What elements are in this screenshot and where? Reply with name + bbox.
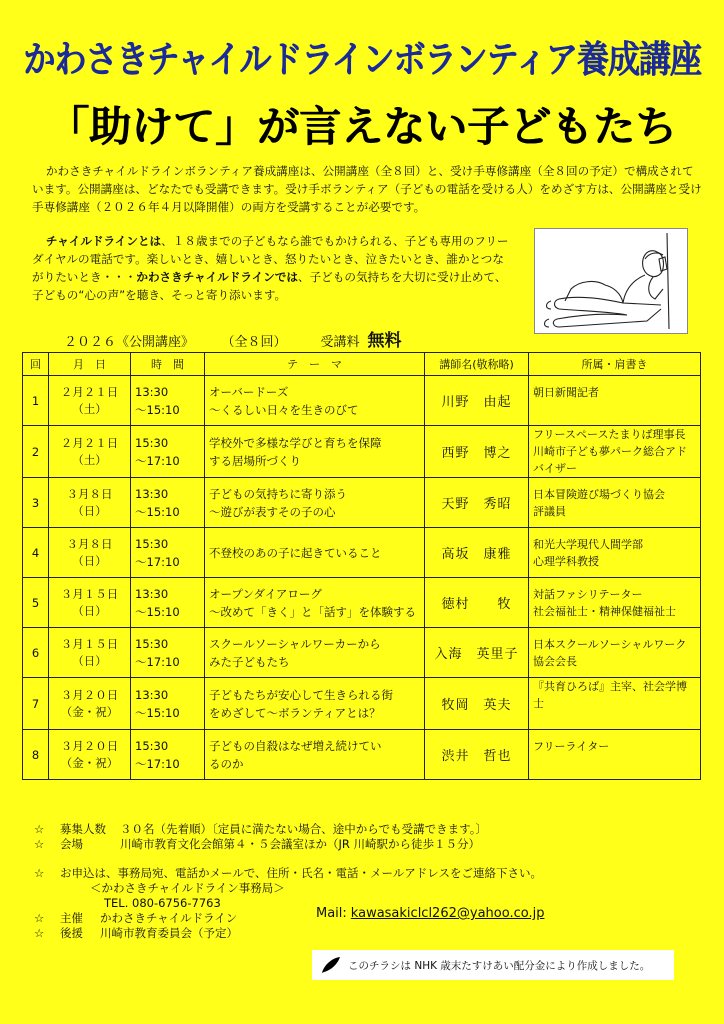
row-time: 15:30 ～17:10	[131, 628, 205, 678]
row-lecturer: 牧岡 英夫	[425, 678, 529, 730]
row-lecturer: 天野 秀昭	[425, 478, 529, 528]
star-icon: ☆	[34, 822, 45, 836]
childline-desc2: 、子どもの気持ちを大切に受け止めて、子どもの“心の声”を聴き、そっと寄り添います。	[32, 270, 507, 302]
row-date: ２月２１日 （土）	[49, 376, 131, 426]
row-lecturer: 渋井 哲也	[425, 730, 529, 780]
star-icon: ☆	[34, 926, 45, 940]
row-theme: 学校外で多様な学びと育ちを保障 する居場所づくり	[205, 426, 425, 478]
table-row	[23, 478, 701, 528]
venue-row	[34, 837, 704, 852]
row-no: 1	[23, 376, 49, 426]
row-affiliation: 日本スクールソーシャルワーク 協会会長	[529, 628, 701, 678]
row-date: ２月２１日 （土）	[49, 426, 131, 478]
table-row	[23, 528, 701, 578]
row-date: ３月２０日 （金・祝）	[49, 730, 131, 780]
row-lecturer: 川野 由起	[425, 376, 529, 426]
host-label: 主催	[60, 911, 83, 925]
row-date: ３月８日 （日）	[49, 528, 131, 578]
star-icon: ☆	[34, 866, 45, 880]
schedule-label: ２０２６《公開講座》	[64, 335, 195, 350]
apply-text: お申込は、事務局宛、電話かメールで、住所・氏名・電話・メールアドレスをご連絡下さい。	[60, 866, 542, 880]
row-date: ３月１５日 （日）	[49, 628, 131, 678]
row-no: 4	[23, 528, 49, 578]
host-value: かわさきチャイルドライン	[100, 911, 238, 925]
schedule-table	[22, 352, 701, 780]
row-time: 13:30 ～15:10	[131, 578, 205, 628]
table-row	[23, 628, 701, 678]
table-row	[23, 376, 701, 426]
schedule-heading	[64, 326, 402, 351]
row-time: 13:30 ～15:10	[131, 678, 205, 730]
office-name: ＜かわさきチャイルドライン事務局＞	[90, 881, 285, 895]
row-affiliation: フリースペースたまりば理事長 川崎市子ども夢パーク総合アド バイザー	[529, 426, 701, 478]
venue-value: 川崎市教育文化会館第４・５会議室ほか（JR 川崎駅から徒歩１５分）	[120, 837, 481, 851]
mail-address-link[interactable]: kawasakiclcl262@yahoo.co.jp	[350, 906, 545, 921]
intro-paragraph: かわさきチャイルドラインボランティア養成講座は、公開講座（全８回）と、受け手専修講座（全８回の予定）で構成されています。公開講座は、どなたでも受講できます。受け手ボランティア（子どもの電話を受ける人）をめざす方は、公開講座と受け手専修講座（２０２６年４月以降開催）の両方を受講することが必要です。	[32, 164, 702, 214]
row-date: ３月１５日 （日）	[49, 578, 131, 628]
venue-label: 会場	[60, 837, 83, 851]
row-time: 15:30 ～17:10	[131, 426, 205, 478]
capacity-label: 募集人数	[60, 822, 106, 836]
mail-line	[316, 906, 544, 921]
row-no: 2	[23, 426, 49, 478]
support-value: 川崎市教育委員会（予定）	[100, 926, 238, 940]
header-time: 時 間	[131, 353, 205, 376]
row-time: 13:30 ～15:10	[131, 376, 205, 426]
child-phone-illustration	[534, 228, 688, 334]
support-label: 後援	[60, 926, 83, 940]
row-theme: 子どもの気持ちに寄り添う ～遊びが表すその子の心	[205, 478, 425, 528]
office-row	[34, 881, 704, 896]
row-affiliation: 和光大学現代人間学部 心理学科教授	[529, 528, 701, 578]
row-affiliation: 『共育ひろば』主宰、社会学博士	[529, 678, 701, 730]
mail-label: Mail:	[316, 906, 347, 921]
header-no: 回	[23, 353, 49, 376]
row-time: 15:30 ～17:10	[131, 528, 205, 578]
header-lecturer: 講師名(敬称略)	[425, 353, 529, 376]
capacity-value: ３０名（先着順）〔定員に満たない場合、途中からでも受講できます。〕	[120, 822, 487, 836]
row-no: 8	[23, 730, 49, 780]
star-icon: ☆	[34, 837, 45, 851]
footer-text: このチラシは NHK 歳末たすけあい配分金により作成しました。	[348, 959, 651, 972]
row-lecturer: 西野 博之	[425, 426, 529, 478]
childline-term: チャイルドラインとは	[45, 234, 162, 248]
row-no: 7	[23, 678, 49, 730]
row-time: 13:30 ～15:10	[131, 478, 205, 528]
row-theme: オープンダイアローグ ～改めて「きく」と「話す」を体験する	[205, 578, 425, 628]
header-date: 月 日	[49, 353, 131, 376]
row-affiliation: フリーライター	[529, 730, 701, 780]
footer-note	[312, 950, 674, 980]
row-theme: オーバードーズ ～くるしい日々を生きのびて	[205, 376, 425, 426]
row-theme: 子どもたちが安心して生きられる街 をめざして～ボランティアとは？	[205, 678, 425, 730]
row-lecturer: 高坂 康雅	[425, 528, 529, 578]
apply-row	[34, 866, 704, 881]
row-lecturer: 徳村 牧	[425, 578, 529, 628]
table-row	[23, 426, 701, 478]
star-icon: ☆	[34, 911, 45, 925]
table-row	[23, 678, 701, 730]
row-theme: 不登校のあの子に起きていること	[205, 528, 425, 578]
header-theme: テ ー マ	[205, 353, 425, 376]
schedule-count: （全８回）	[228, 335, 287, 350]
table-row	[23, 578, 701, 628]
fee-label: 受講料	[320, 335, 360, 350]
support-row	[34, 926, 704, 941]
row-affiliation: 朝日新聞記者	[529, 376, 701, 426]
capacity-row	[34, 822, 704, 837]
tel-number: TEL. 080-6756-7763	[104, 896, 221, 910]
row-theme: 子どもの自殺はなぜ増え続けてい るのか	[205, 730, 425, 780]
table-row	[23, 730, 701, 780]
row-no: 6	[23, 628, 49, 678]
feather-icon	[318, 955, 344, 975]
row-lecturer: 入海 英里子	[425, 628, 529, 678]
sub-title: 「助けて」が言えない子どもたち	[46, 102, 677, 151]
row-no: 5	[23, 578, 49, 628]
header-affiliation: 所属・肩書き	[529, 353, 701, 376]
childline-desc: 、１８歳までの子どもなら誰でもかけられる、子ども専用のフリーダイヤルの電話です。楽しいとき、嬉しいとき、怒りたいとき、泣きたいとき、誰かとつながりたいとき・・・	[32, 234, 509, 284]
info-section	[34, 822, 704, 941]
childline-term2: かわさきチャイルドラインでは	[136, 270, 298, 284]
row-date: ３月８日 （日）	[49, 478, 131, 528]
row-no: 3	[23, 478, 49, 528]
row-date: ３月２０日 （金・祝）	[49, 678, 131, 730]
fee-value: 無料	[367, 331, 402, 351]
table-header-row	[23, 353, 701, 376]
row-theme: スクールソーシャルワーカーから みた子どもたち	[205, 628, 425, 678]
row-affiliation: 対話ファシリテーター 社会福祉士・精神保健福祉士	[529, 578, 701, 628]
row-time: 15:30 ～17:10	[131, 730, 205, 780]
row-affiliation: 日本冒険遊び場づくり協会 評議員	[529, 478, 701, 528]
childline-description	[32, 232, 512, 304]
main-title: かわさきチャイルドラインボランティア養成講座	[23, 37, 701, 82]
